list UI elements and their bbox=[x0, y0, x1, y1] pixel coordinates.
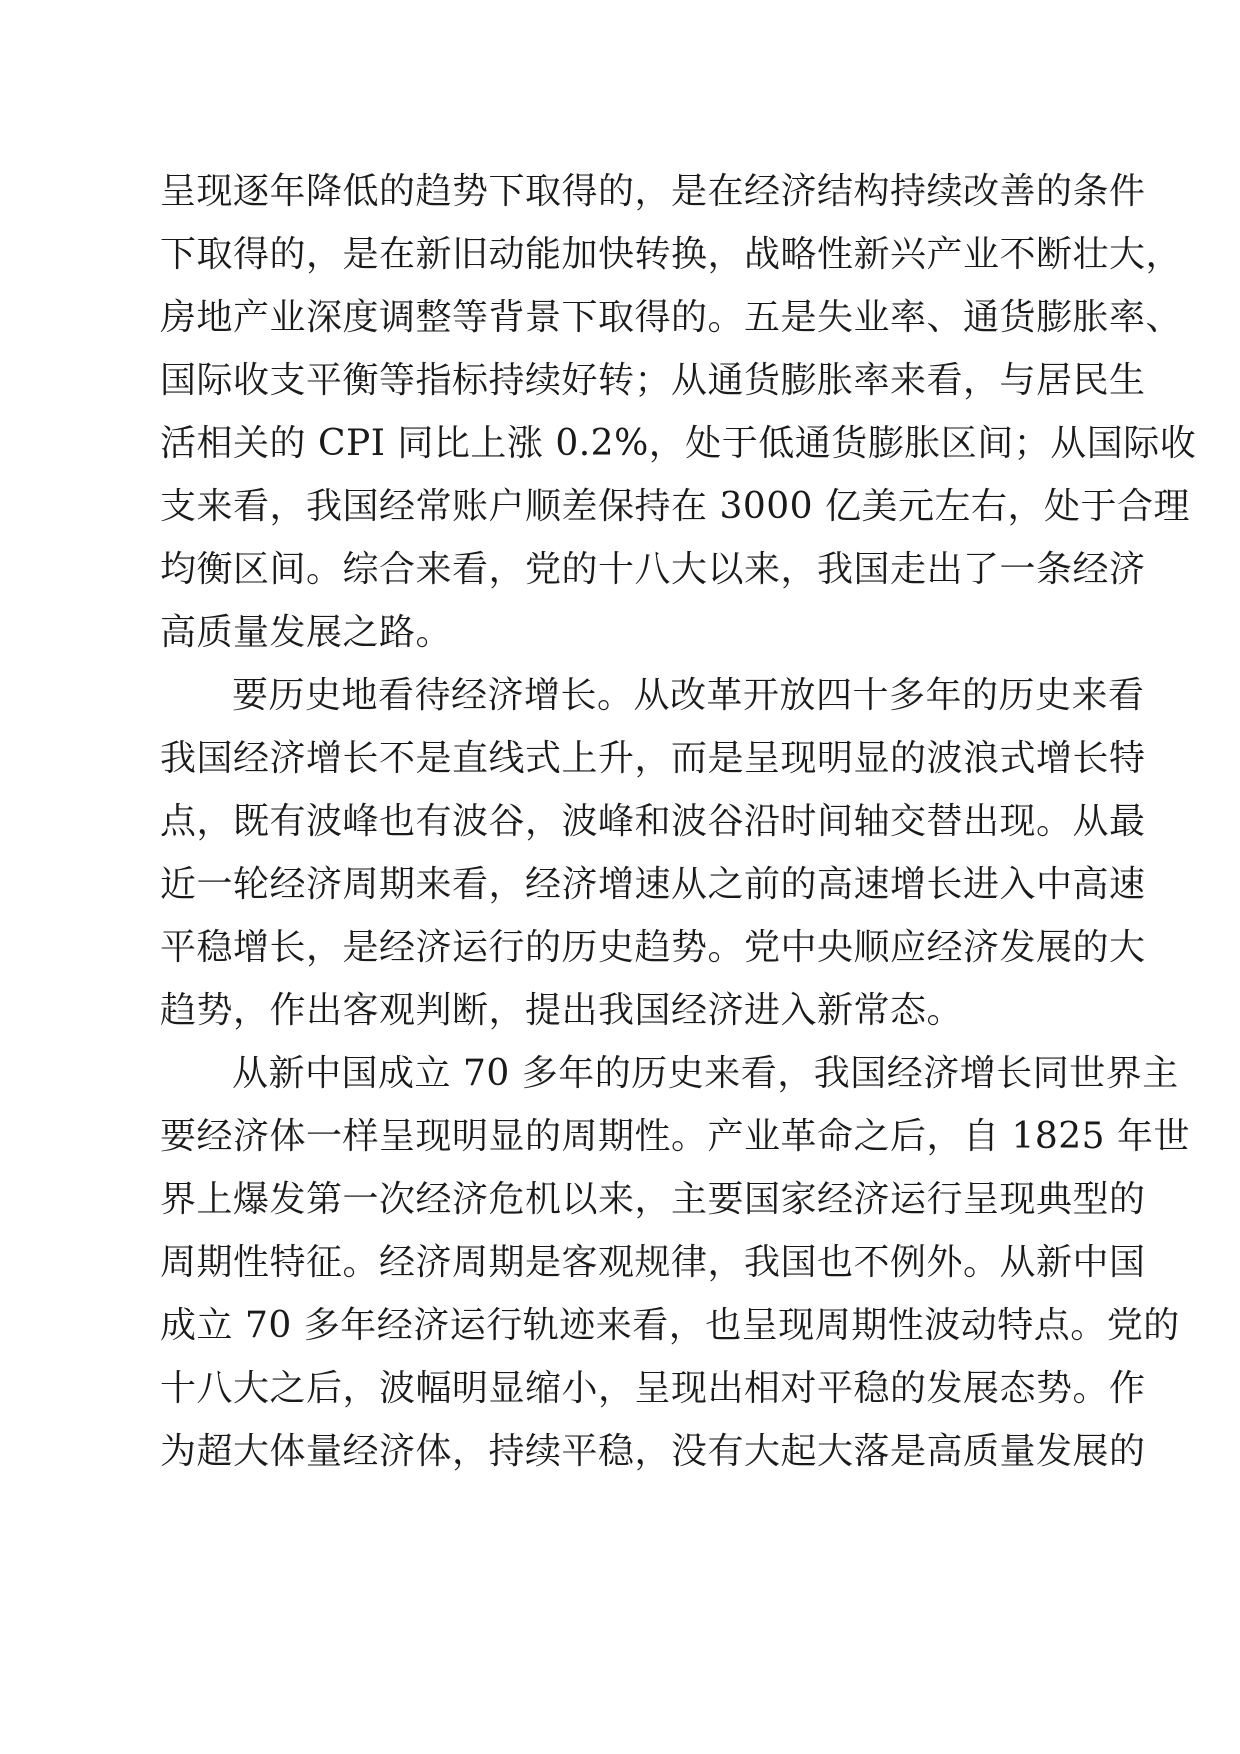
text-line: 我国经济增长不是直线式上升，而是呈现明显的波浪式增长特 bbox=[160, 738, 1146, 779]
text-line: 从新中国成立 70 多年的历史来看，我国经济增长同世界主 bbox=[232, 1053, 1179, 1094]
paragraph-3 bbox=[160, 1042, 1191, 1483]
text-line: 周期性特征。经济周期是客观规律，我国也不例外。从新中国 bbox=[160, 1242, 1146, 1283]
text-line: 成立 70 多年经济运行轨迹来看，也呈现周期性波动特点。党的 bbox=[160, 1305, 1180, 1346]
text-line: 活相关的 CPI 同比上涨 0.2%，处于低通货膨胀区间；从国际收 bbox=[160, 423, 1197, 464]
text-line: 要历史地看待经济增长。从改革开放四十多年的历史来看 bbox=[232, 675, 1145, 716]
text-line: 要经济体一样呈现明显的周期性。产业革命之后，自 1825 年世 bbox=[160, 1116, 1191, 1157]
text-line: 呈现逐年降低的趋势下取得的，是在经济结构持续改善的条件 bbox=[160, 171, 1146, 212]
text-line: 界上爆发第一次经济危机以来，主要国家经济运行呈现典型的 bbox=[160, 1179, 1146, 1220]
text-line: 均衡区间。综合来看，党的十八大以来，我国走出了一条经济 bbox=[160, 549, 1146, 590]
text-line: 近一轮经济周期来看，经济增速从之前的高速增长进入中高速 bbox=[160, 864, 1146, 905]
text-line: 高质量发展之路。 bbox=[160, 612, 453, 653]
text-line: 为超大体量经济体，持续平稳，没有大起大落是高质量发展的 bbox=[160, 1431, 1146, 1472]
body-text bbox=[160, 160, 1197, 1483]
text-line: 支来看，我国经常账户顺差保持在 3000 亿美元左右，处于合理 bbox=[160, 486, 1191, 527]
text-line: 房地产业深度调整等背景下取得的。五是失业率、通货膨胀率、 bbox=[160, 297, 1183, 338]
text-line: 国际收支平衡等指标持续好转；从通货膨胀率来看，与居民生 bbox=[160, 360, 1146, 401]
paragraph-2 bbox=[160, 664, 1146, 1042]
text-line: 十八大之后，波幅明显缩小，呈现出相对平稳的发展态势。作 bbox=[160, 1368, 1146, 1409]
text-line: 下取得的，是在新旧动能加快转换，战略性新兴产业不断壮大， bbox=[160, 234, 1183, 275]
text-line: 平稳增长，是经济运行的历史趋势。党中央顺应经济发展的大 bbox=[160, 927, 1146, 968]
paragraph-1 bbox=[160, 160, 1197, 664]
text-line: 点，既有波峰也有波谷，波峰和波谷沿时间轴交替出现。从最 bbox=[160, 801, 1146, 842]
text-line: 趋势，作出客观判断，提出我国经济进入新常态。 bbox=[160, 990, 964, 1031]
